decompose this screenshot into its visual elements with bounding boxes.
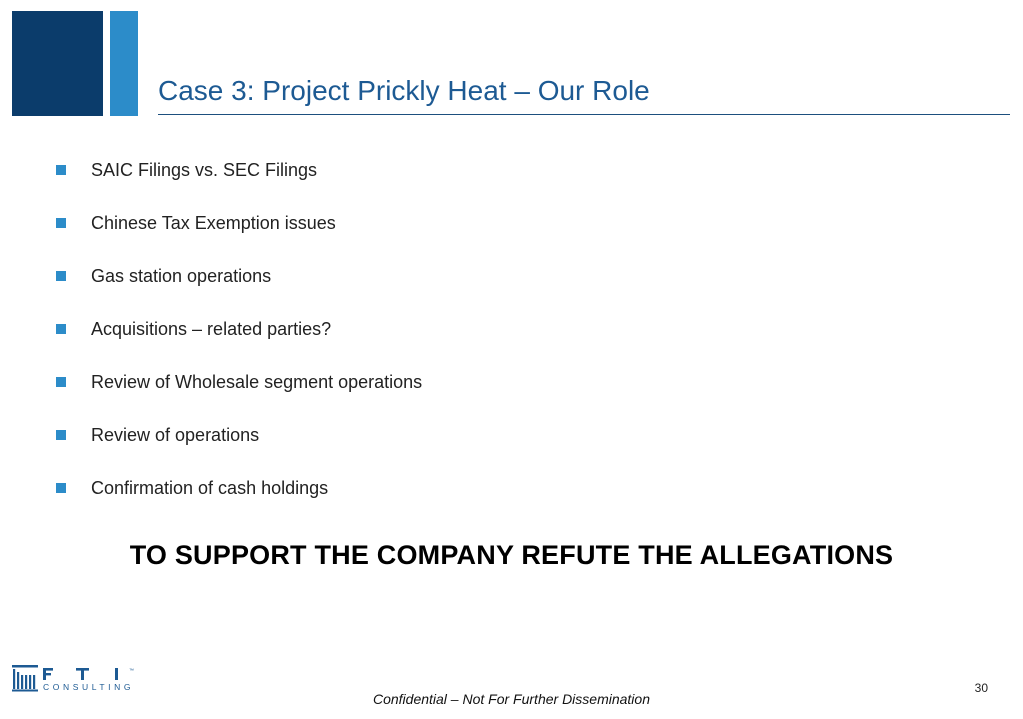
- page-number: 30: [974, 681, 988, 695]
- headline-statement: TO SUPPORT THE COMPANY REFUTE THE ALLEGATIONS: [129, 540, 894, 570]
- bullet-item: [56, 370, 422, 394]
- square-bullet-icon: [56, 377, 66, 387]
- wordmark-letter-f: [43, 668, 53, 680]
- square-bullet-icon: [56, 324, 66, 334]
- title-underline: [158, 114, 1010, 115]
- bullet-item: [56, 158, 317, 182]
- bullet-text: SAIC Filings vs. SEC Filings: [91, 159, 318, 180]
- square-bullet-icon: [56, 218, 66, 228]
- bullet-text: Confirmation of cash holdings: [91, 477, 329, 498]
- slide-title: Case 3: Project Prickly Heat – Our Role: [158, 75, 650, 106]
- square-bullet-icon: [56, 483, 66, 493]
- bullet-item: [56, 317, 331, 341]
- bullet-text: Chinese Tax Exemption issues: [91, 212, 336, 233]
- bullet-text: Review of operations: [91, 424, 260, 445]
- bullet-item: [56, 423, 259, 447]
- confidentiality-footer: Confidential – Not For Further Dissemination: [372, 691, 650, 707]
- square-bullet-icon: [56, 165, 66, 175]
- wordmark-letter-i: [115, 668, 118, 680]
- bullet-item: [56, 264, 271, 288]
- wordmark-letter-t: [76, 668, 89, 680]
- header-decoration-dark-block: [12, 11, 103, 116]
- bullet-text: Gas station operations: [91, 265, 272, 286]
- fti-consulting-logo: [12, 664, 142, 694]
- bullet-item: [56, 476, 328, 500]
- building-icon: [12, 665, 38, 692]
- square-bullet-icon: [56, 430, 66, 440]
- bullet-text: Review of Wholesale segment operations: [91, 371, 423, 392]
- logo-subtitle: CONSULTING: [43, 682, 135, 692]
- bullet-text: Acquisitions – related parties?: [91, 318, 332, 339]
- header-decoration-light-bar: [110, 11, 138, 116]
- square-bullet-icon: [56, 271, 66, 281]
- bullet-item: [56, 211, 336, 235]
- trademark-symbol: ™: [129, 668, 134, 674]
